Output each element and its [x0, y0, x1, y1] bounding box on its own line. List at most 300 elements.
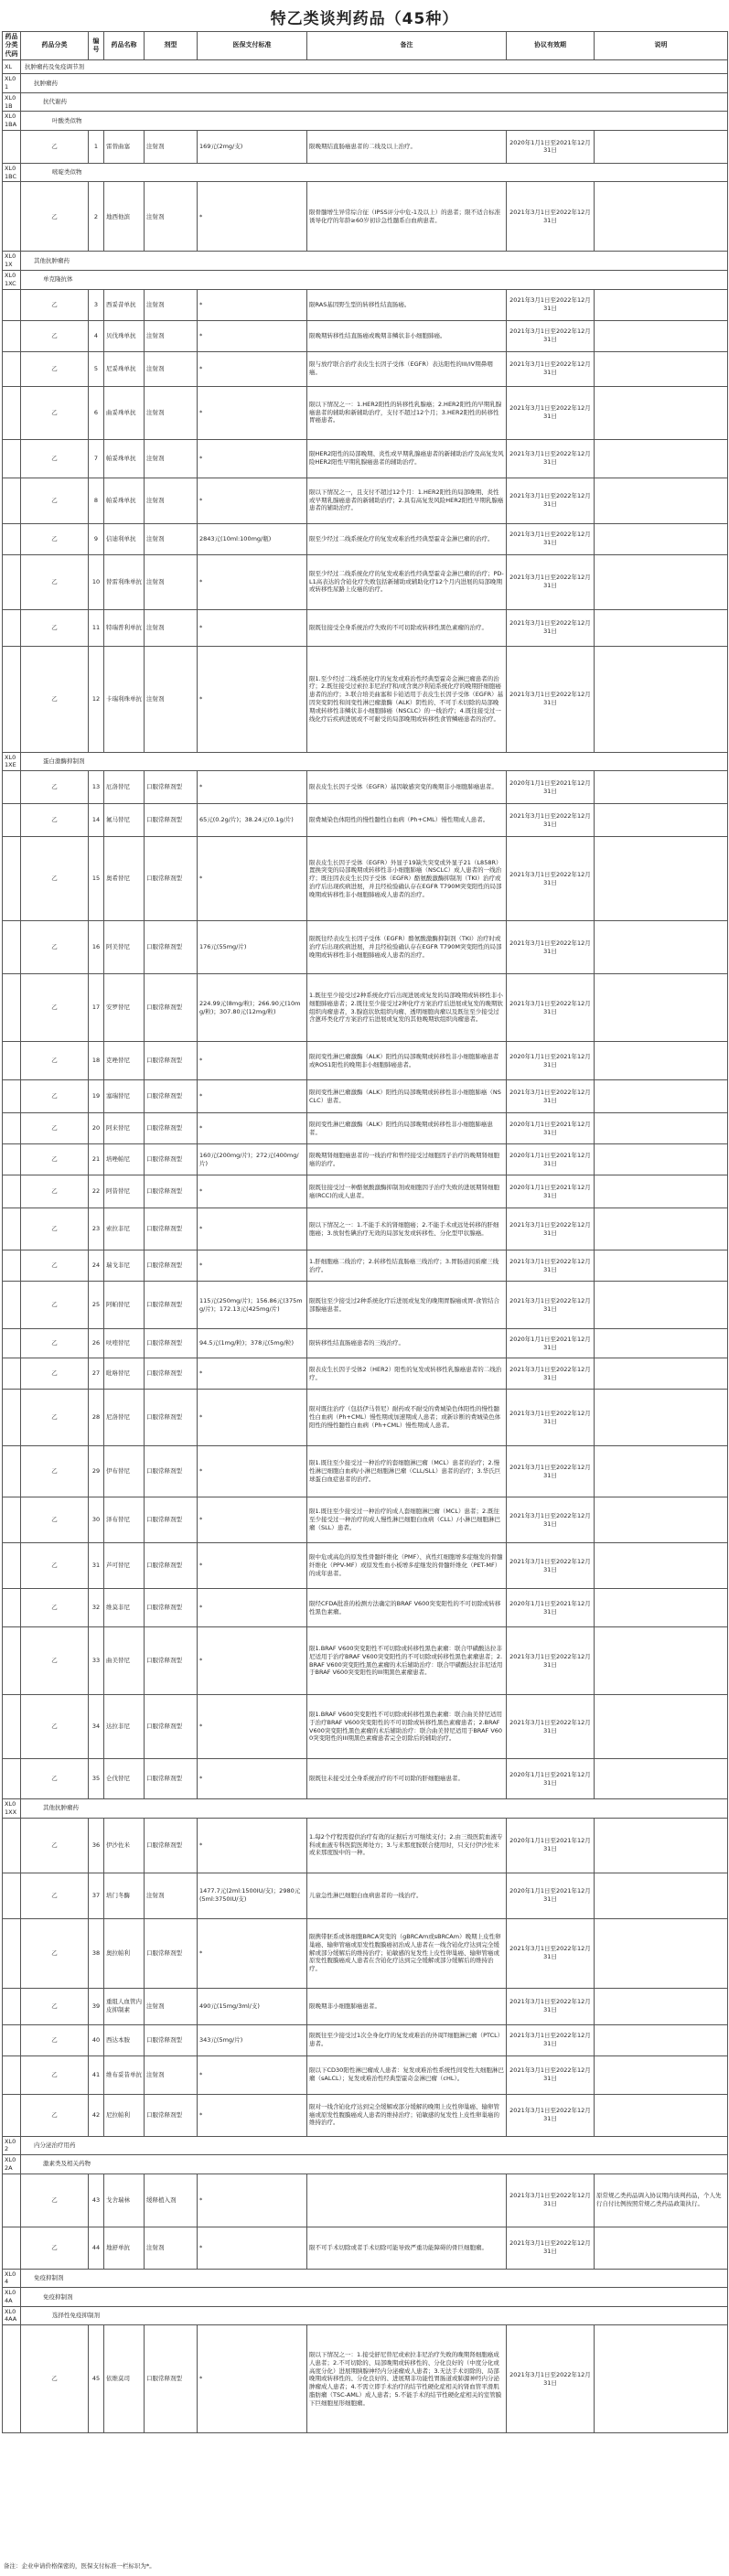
period-cell: 2021年3月1日至2022年12月31日 — [507, 1446, 595, 1497]
drug-name: 信迪利单抗 — [104, 523, 145, 554]
category-row — [3, 1799, 728, 1819]
category-row — [3, 752, 728, 771]
number-cell: 16 — [89, 921, 104, 974]
remark-cell — [307, 2174, 507, 2227]
drug-name: 帕妥珠单抗 — [104, 478, 145, 523]
dosage-form: 口服常释剂型 — [145, 804, 198, 837]
class-cell: 乙 — [21, 1918, 89, 1988]
remark-cell: 限以下情况之一，且支付不超过12个月：1.HER2阳性的局部晚期、炎性或早期乳腺癌患者的新辅助治疗；2.具有高复发风险HER2阳性早期乳腺癌患者的辅助治疗。 — [307, 478, 507, 523]
drug-row — [3, 1543, 728, 1589]
code-cell — [3, 289, 21, 320]
drug-name: 戈舍瑞林 — [104, 2174, 145, 2227]
period-cell: 2021年3月1日至2022年12月31日 — [507, 837, 595, 921]
explanation-cell — [595, 182, 728, 252]
dosage-form: 注射剂 — [145, 478, 198, 523]
drug-name: 尼洛替尼 — [104, 1390, 145, 1446]
price-cell: 160元(200mg/片)；272元(400mg/片) — [198, 1144, 307, 1175]
explanation-cell — [595, 646, 728, 752]
class-cell: 乙 — [21, 130, 89, 163]
period-cell: 2021年3月1日至2022年12月31日 — [507, 646, 595, 752]
code-cell — [3, 386, 21, 439]
dosage-form: 口服常释剂型 — [145, 1759, 198, 1799]
period-cell: 2020年1月1日至2021年12月31日 — [507, 1329, 595, 1358]
explanation-cell — [595, 1543, 728, 1589]
explanation-cell — [595, 1250, 728, 1282]
period-cell: 2021年3月1日至2022年12月31日 — [507, 1988, 595, 2024]
category-code: XL04 — [3, 2269, 21, 2288]
class-cell: 乙 — [21, 2055, 89, 2094]
period-cell: 2021年3月1日至2022年12月31日 — [507, 2227, 595, 2269]
class-cell: 乙 — [21, 771, 89, 804]
drug-row — [3, 1446, 728, 1497]
drug-row — [3, 182, 728, 252]
remark-cell: 限既往接受过一种酪氨酸激酶抑制剂或细胞因子治疗失败的进展期肾细胞癌(RCC)的成人患者。 — [307, 1175, 507, 1208]
dosage-form: 口服常释剂型 — [145, 1208, 198, 1250]
explanation-cell — [595, 2094, 728, 2136]
remark-cell: 限1.BRAF V600突变阳性不可切除或转移性黑色素瘤：联合甲磺酸达拉非尼适用于治疗BRAF V600突变阳性的不可切除或转移性黑色素瘤患者；2.BRAF V600突变阳性黑色素瘤的术后辅助治疗：联合甲磺酸达拉非尼适用于BRAF V600突变阳性的III期黑色素瘤患者。 — [307, 1627, 507, 1695]
drug-table — [2, 31, 728, 2433]
remark-cell: 限RAS基因野生型的转移性结直肠癌。 — [307, 289, 507, 320]
remark-cell: 限间变性淋巴瘤激酶（ALK）阳性的局部晚期或转移性非小细胞肺癌患者。 — [307, 1113, 507, 1144]
drug-row — [3, 1042, 728, 1080]
drug-name: 替雷利珠单抗 — [104, 554, 145, 609]
period-cell: 2021年3月1日至2022年12月31日 — [507, 1695, 595, 1759]
category-code: XL01XX — [3, 1799, 21, 1819]
period-cell: 2021年3月1日至2022年12月31日 — [507, 2094, 595, 2136]
dosage-form: 注射剂 — [145, 554, 198, 609]
code-cell — [3, 554, 21, 609]
explanation-cell — [595, 771, 728, 804]
period-cell: 2021年3月1日至2022年12月31日 — [507, 182, 595, 252]
drug-row — [3, 974, 728, 1042]
number-cell: 6 — [89, 386, 104, 439]
price-cell: * — [198, 2055, 307, 2094]
category-label: 免疫抑制剂 — [21, 2288, 728, 2307]
header-explanation: 说明 — [595, 32, 728, 60]
period-cell: 2020年1月1日至2021年12月31日 — [507, 1175, 595, 1208]
number-cell: 1 — [89, 130, 104, 163]
drug-name: 重组人血管内皮抑制素 — [104, 1988, 145, 2024]
drug-row — [3, 921, 728, 974]
class-cell: 乙 — [21, 1282, 89, 1329]
price-cell: * — [198, 1627, 307, 1695]
dosage-form: 注射剂 — [145, 2227, 198, 2269]
drug-row — [3, 386, 728, 439]
code-cell — [3, 974, 21, 1042]
explanation-cell — [595, 1695, 728, 1759]
period-cell: 2020年1月1日至2021年12月31日 — [507, 130, 595, 163]
price-cell: * — [198, 1446, 307, 1497]
category-label: 免疫抑制剂 — [21, 2269, 728, 2288]
period-cell: 2021年3月1日至2022年12月31日 — [507, 2325, 595, 2433]
dosage-form: 口服常释剂型 — [145, 2094, 198, 2136]
drug-row — [3, 2024, 728, 2055]
drug-name: 厄洛替尼 — [104, 771, 145, 804]
class-cell: 乙 — [21, 974, 89, 1042]
price-cell: 65元(0.2g/片)；38.24元(0.1g/片) — [198, 804, 307, 837]
class-cell: 乙 — [21, 1695, 89, 1759]
dosage-form: 口服常释剂型 — [145, 1497, 198, 1543]
category-code: XL01X — [3, 252, 21, 271]
number-cell: 25 — [89, 1282, 104, 1329]
period-cell: 2020年1月1日至2021年12月31日 — [507, 1759, 595, 1799]
code-cell — [3, 2055, 21, 2094]
price-cell: * — [198, 1589, 307, 1627]
number-cell: 2 — [89, 182, 104, 252]
class-cell: 乙 — [21, 182, 89, 252]
price-cell: * — [198, 1695, 307, 1759]
code-cell — [3, 921, 21, 974]
drug-row — [3, 1113, 728, 1144]
drug-row — [3, 646, 728, 752]
period-cell: 2021年3月1日至2022年12月31日 — [507, 1250, 595, 1282]
period-cell: 2020年1月1日至2021年12月31日 — [507, 1873, 595, 1918]
category-label: 其他抗肿瘤药 — [21, 252, 728, 271]
class-cell: 乙 — [21, 478, 89, 523]
code-cell — [3, 1358, 21, 1390]
category-code: XL04A — [3, 2288, 21, 2307]
number-cell: 4 — [89, 320, 104, 351]
category-label: 内分泌治疗用药 — [21, 2136, 728, 2155]
remark-cell: 限既往至少接受过1次全身化疗的复发或难治的外周T细胞淋巴瘤（PTCL）患者。 — [307, 2024, 507, 2055]
header-remark: 备注 — [307, 32, 507, 60]
price-cell: 176元(55mg/片) — [198, 921, 307, 974]
code-cell — [3, 2094, 21, 2136]
category-label: 抗肿瘤药及免疫调节剂 — [21, 60, 728, 74]
drug-row — [3, 1080, 728, 1113]
remark-cell: 限表皮生长因子受体（EGFR）基因敏感突变的晚期非小细胞肺癌患者。 — [307, 771, 507, 804]
remark-cell: 限晚期转移性结直肠癌或晚期非鳞状非小细胞肺癌。 — [307, 320, 507, 351]
code-cell — [3, 1390, 21, 1446]
remark-cell: 限1.BRAF V600突变阳性不可切除或转移性黑色素瘤：联合曲美替尼适用于治疗BRAF V600突变阳性的不可切除或转移性黑色素瘤患者；2.BRAF V600突变阳性黑色素瘤的术后辅助治疗：联合曲美替尼适用于BRAF V600突变阳性的III期黑色素瘤患者完全切除后的辅助治疗。 — [307, 1695, 507, 1759]
remark-cell: 限晚期非小细胞肺癌患者。 — [307, 1988, 507, 2024]
explanation-cell — [595, 439, 728, 478]
remark-cell: 限骨髓增生异常综合征（IPSS评分中危-1及以上）的患者；限不适合标准诱导化疗的年龄≥60岁初诊急性髓系白血病患者。 — [307, 182, 507, 252]
period-cell: 2021年3月1日至2022年12月31日 — [507, 1390, 595, 1446]
dosage-form: 注射剂 — [145, 320, 198, 351]
class-cell: 乙 — [21, 1759, 89, 1799]
dosage-form: 口服常释剂型 — [145, 1627, 198, 1695]
explanation-cell — [595, 1918, 728, 1988]
price-cell: * — [198, 351, 307, 386]
number-cell: 9 — [89, 523, 104, 554]
class-cell: 乙 — [21, 351, 89, 386]
explanation-cell — [595, 478, 728, 523]
period-cell: 2020年1月1日至2021年12月31日 — [507, 1818, 595, 1873]
explanation-cell — [595, 1589, 728, 1627]
explanation-cell — [595, 804, 728, 837]
drug-row — [3, 1818, 728, 1873]
drug-row — [3, 439, 728, 478]
code-cell — [3, 1497, 21, 1543]
class-cell: 乙 — [21, 1543, 89, 1589]
period-cell: 2020年1月1日至2021年12月31日 — [507, 1113, 595, 1144]
number-cell: 21 — [89, 1144, 104, 1175]
remark-cell: 限1.既往至少接受过一种治疗的套细胞淋巴瘤（MCL）患者的治疗；2.慢性淋巴细胞白血病/小淋巴细胞淋巴瘤（CLL/SLL）患者的治疗；3.华氏巨球蛋白血症患者的治疗。 — [307, 1446, 507, 1497]
code-cell — [3, 1695, 21, 1759]
explanation-cell — [595, 1175, 728, 1208]
period-cell: 2021年3月1日至2022年12月31日 — [507, 974, 595, 1042]
number-cell: 41 — [89, 2055, 104, 2094]
code-cell — [3, 2227, 21, 2269]
dosage-form: 口服常释剂型 — [145, 1918, 198, 1988]
class-cell: 乙 — [21, 2024, 89, 2055]
drug-name: 地西他滨 — [104, 182, 145, 252]
remark-cell: 限既往经表皮生长因子受体（EGFR）酪氨酸激酶抑制剂（TKI）治疗时或治疗后出现疾病进展，并且经检验确认存在EGFR T790M突变阳性的局部晚期或转移性非小细胞肺癌成人患者的治疗。 — [307, 921, 507, 974]
category-label: 选择性免疫抑制剂 — [21, 2306, 728, 2325]
explanation-cell — [595, 1497, 728, 1543]
dosage-form: 口服常释剂型 — [145, 1695, 198, 1759]
drug-name: 依维莫司 — [104, 2325, 145, 2433]
dosage-form: 口服常释剂型 — [145, 1358, 198, 1390]
code-cell — [3, 609, 21, 646]
category-row — [3, 2155, 728, 2174]
price-cell: 224.99元(8mg/粒)；266.90元(10mg/粒)；307.80元(12mg/粒) — [198, 974, 307, 1042]
drug-row — [3, 804, 728, 837]
explanation-cell — [595, 1446, 728, 1497]
table-header — [3, 32, 728, 60]
dosage-form: 注射剂 — [145, 130, 198, 163]
price-cell: * — [198, 439, 307, 478]
class-cell: 乙 — [21, 523, 89, 554]
drug-row — [3, 1208, 728, 1250]
explanation-cell — [595, 2227, 728, 2269]
explanation-cell — [595, 2024, 728, 2055]
period-cell: 2021年3月1日至2022年12月31日 — [507, 1358, 595, 1390]
drug-row — [3, 1358, 728, 1390]
drug-name: 奥拉帕利 — [104, 1918, 145, 1988]
header-number: 编号 — [89, 32, 104, 60]
dosage-form: 口服常释剂型 — [145, 1818, 198, 1873]
code-cell — [3, 439, 21, 478]
number-cell: 24 — [89, 1250, 104, 1282]
code-cell — [3, 1250, 21, 1282]
remark-cell: 限携带胚系或体细胞BRCA突变的（gBRCAm或sBRCAm）晚期上皮性卵巢癌、输卵管癌或原发性腹膜癌初治成人患者在一线含铂化疗达到完全缓解或部分缓解后的维持治疗；铂敏感的复发性上皮性卵巢癌、输卵管癌或原发性腹膜癌成人患者在含铂化疗达到完全缓解或部分缓解后的维持治疗。 — [307, 1918, 507, 1988]
code-cell — [3, 1042, 21, 1080]
category-row — [3, 2136, 728, 2155]
drug-name: 阿昔替尼 — [104, 1175, 145, 1208]
code-cell — [3, 478, 21, 523]
dosage-form: 缓释植入剂 — [145, 2174, 198, 2227]
remark-cell: 1.每2个疗程需提供治疗有效的证据后方可继续支付；2.由三级医院血液专科或血液专科医院医师处方；3.与来那度胺联合使用时，只支付伊沙佐米或来那度胺中的一种。 — [307, 1818, 507, 1873]
dosage-form: 口服常释剂型 — [145, 1080, 198, 1113]
period-cell: 2021年3月1日至2022年12月31日 — [507, 478, 595, 523]
number-cell: 26 — [89, 1329, 104, 1358]
price-cell: * — [198, 646, 307, 752]
remark-cell: 限至少经过二线系统化疗的复发或难治性经典型霍奇金淋巴瘤的治疗。 — [307, 523, 507, 554]
number-cell: 27 — [89, 1358, 104, 1390]
dosage-form: 注射剂 — [145, 386, 198, 439]
code-cell — [3, 2174, 21, 2227]
price-cell: * — [198, 837, 307, 921]
drug-row — [3, 771, 728, 804]
price-cell: * — [198, 1759, 307, 1799]
dosage-form: 口服常释剂型 — [145, 1329, 198, 1358]
price-cell: 115元(250mg/片)；156.86元(375mg/片)；172.13元(425mg/片) — [198, 1282, 307, 1329]
remark-cell: 限既往至少接受过2种系统化疗后进展或复发的晚期胃腺癌或胃-食管结合部腺癌患者。 — [307, 1282, 507, 1329]
price-cell: * — [198, 1818, 307, 1873]
code-cell — [3, 804, 21, 837]
remark-cell: 限中危或高危的原发性骨髓纤维化（PMF）、真性红细胞增多症继发的骨髓纤维化（PPV-MF）或原发性血小板增多症继发的骨髓纤维化（PET-MF）的成年患者。 — [307, 1543, 507, 1589]
category-code: XL01XC — [3, 270, 21, 289]
remark-cell: 限以下CD30阳性淋巴瘤成人患者：复发或难治性系统性间变性大细胞淋巴瘤（sALCL）；复发或难治性经典型霍奇金淋巴瘤（cHL）。 — [307, 2055, 507, 2094]
period-cell: 2021年3月1日至2022年12月31日 — [507, 1208, 595, 1250]
class-cell: 乙 — [21, 1208, 89, 1250]
price-cell: 2843元(10ml:100mg/瓶) — [198, 523, 307, 554]
number-cell: 19 — [89, 1080, 104, 1113]
class-cell: 乙 — [21, 1589, 89, 1627]
remark-cell: 限表皮生长因子受体2（HER2）阳性的复发或转移性乳腺癌患者的二线治疗。 — [307, 1358, 507, 1390]
class-cell: 乙 — [21, 837, 89, 921]
explanation-cell — [595, 289, 728, 320]
period-cell: 2020年1月1日至2021年12月31日 — [507, 771, 595, 804]
page-title: 特乙类谈判药品（45种） — [270, 10, 459, 28]
drug-row — [3, 351, 728, 386]
category-row — [3, 112, 728, 131]
number-cell: 7 — [89, 439, 104, 478]
drug-row — [3, 1282, 728, 1329]
class-cell: 乙 — [21, 386, 89, 439]
number-cell: 17 — [89, 974, 104, 1042]
drug-name: 特瑞普利单抗 — [104, 609, 145, 646]
drug-name: 索拉非尼 — [104, 1208, 145, 1250]
dosage-form: 注射剂 — [145, 2055, 198, 2094]
explanation-cell: 原常规乙类药品调入协议期内谈判药品，个人先行自付比例按照常规乙类药品政策执行。 — [595, 2174, 728, 2227]
drug-name: 仑伐替尼 — [104, 1759, 145, 1799]
dosage-form: 注射剂 — [145, 182, 198, 252]
drug-name: 塞瑞替尼 — [104, 1080, 145, 1113]
price-cell: * — [198, 1918, 307, 1988]
period-cell: 2021年3月1日至2022年12月31日 — [507, 320, 595, 351]
category-code: XL01BC — [3, 163, 21, 182]
period-cell: 2021年3月1日至2022年12月31日 — [507, 2174, 595, 2227]
category-row — [3, 74, 728, 93]
price-cell: * — [198, 1543, 307, 1589]
explanation-cell — [595, 974, 728, 1042]
explanation-cell — [595, 130, 728, 163]
number-cell: 8 — [89, 478, 104, 523]
period-cell: 2021年3月1日至2022年12月31日 — [507, 386, 595, 439]
dosage-form: 口服常释剂型 — [145, 1113, 198, 1144]
explanation-cell — [595, 837, 728, 921]
class-cell: 乙 — [21, 2174, 89, 2227]
price-cell: * — [198, 2325, 307, 2433]
category-row — [3, 252, 728, 271]
drug-name: 雷替曲塞 — [104, 130, 145, 163]
dosage-form: 注射剂 — [145, 439, 198, 478]
remark-cell: 限以下情况之一：1.不能手术的肾细胞癌；2.不能手术或远处转移的肝细胞癌；3.放射性碘治疗无效的局部复发或转移性、分化型甲状腺癌。 — [307, 1208, 507, 1250]
class-cell: 乙 — [21, 1497, 89, 1543]
number-cell: 40 — [89, 2024, 104, 2055]
number-cell: 38 — [89, 1918, 104, 1988]
category-label: 激素类及相关药物 — [21, 2155, 728, 2174]
class-cell: 乙 — [21, 1818, 89, 1873]
dosage-form: 口服常释剂型 — [145, 974, 198, 1042]
remark-cell: 限晚期结直肠癌患者的二线及以上治疗。 — [307, 130, 507, 163]
drug-row — [3, 554, 728, 609]
number-cell: 31 — [89, 1543, 104, 1589]
period-cell: 2021年3月1日至2022年12月31日 — [507, 2055, 595, 2094]
drug-row — [3, 320, 728, 351]
period-cell: 2021年3月1日至2022年12月31日 — [507, 1282, 595, 1329]
class-cell: 乙 — [21, 1113, 89, 1144]
class-cell: 乙 — [21, 1144, 89, 1175]
drug-name: 卡瑞利珠单抗 — [104, 646, 145, 752]
price-cell: * — [198, 2227, 307, 2269]
drug-row — [3, 1988, 728, 2024]
code-cell — [3, 2325, 21, 2433]
remark-cell: 限以下情况之一：1.接受舒尼替尼或索拉非尼治疗失败的晚期肾细胞癌成人患者；2.不可切除的、局部晚期或转移性的、分化良好的（中度分化或高度分化）进展期胰腺神经内分泌瘤成人患者；3.无法手术切除的、局部晚期或转移性的、分化良好的、进展期非功能性胃肠道或肺源神经内分泌肿瘤成人患者；4.不需立即手术治疗的结节性硬化症相关的肾血管平滑肌脂肪瘤（TSC-AML）成人患者；5.不能手术的结节性硬化症相关的室管膜下巨细胞星形细胞瘤。 — [307, 2325, 507, 2433]
category-row — [3, 2306, 728, 2325]
dosage-form: 口服常释剂型 — [145, 1589, 198, 1627]
drug-name: 维布妥昔单抗 — [104, 2055, 145, 2094]
period-cell: 2020年1月1日至2021年12月31日 — [507, 1144, 595, 1175]
explanation-cell — [595, 1358, 728, 1390]
period-cell: 2020年1月1日至2021年12月31日 — [507, 1042, 595, 1080]
category-label: 其他抗肿瘤药 — [21, 1799, 728, 1819]
dosage-form: 注射剂 — [145, 351, 198, 386]
drug-row — [3, 1390, 728, 1446]
number-cell: 44 — [89, 2227, 104, 2269]
price-cell: * — [198, 554, 307, 609]
price-cell: * — [198, 1358, 307, 1390]
class-cell: 乙 — [21, 2325, 89, 2433]
dosage-form: 口服常释剂型 — [145, 1543, 198, 1589]
code-cell — [3, 1175, 21, 1208]
category-label: 单克隆抗体 — [21, 270, 728, 289]
explanation-cell — [595, 523, 728, 554]
category-code: XL02 — [3, 2136, 21, 2155]
class-cell: 乙 — [21, 2094, 89, 2136]
price-cell: * — [198, 1175, 307, 1208]
price-cell: 1477.7元(2ml:1500IU/支)；2980元(5ml:3750IU/支) — [198, 1873, 307, 1918]
table-body — [3, 60, 728, 2433]
number-cell: 45 — [89, 2325, 104, 2433]
class-cell: 乙 — [21, 1873, 89, 1918]
explanation-cell — [595, 554, 728, 609]
explanation-cell — [595, 1080, 728, 1113]
drug-row — [3, 478, 728, 523]
number-cell: 22 — [89, 1175, 104, 1208]
remark-cell: 限晚期肾细胞癌患者的一线治疗和曾经接受过细胞因子治疗的晚期肾细胞癌的治疗。 — [307, 1144, 507, 1175]
drug-row — [3, 2055, 728, 2094]
code-cell — [3, 523, 21, 554]
remark-cell: 限间变性淋巴瘤激酶（ALK）阳性的局部晚期或转移性非小细胞肺癌（NSCLC）患者。 — [307, 1080, 507, 1113]
drug-row — [3, 2227, 728, 2269]
remark-cell: 限对既往治疗（包括伊马替尼）耐药或不耐受的费城染色体阳性的慢性髓性白血病（Ph+CML）慢性期或加速期成人患者；或新诊断的费城染色体阳性的慢性髓性白血病（Ph+CML）慢性期成人患者。 — [307, 1390, 507, 1446]
drug-name: 帕妥珠单抗 — [104, 439, 145, 478]
remark-cell: 限1.既往至少接受过一种治疗的成人套细胞淋巴瘤（MCL）患者；2.既往至少接受过一种治疗的成人慢性淋巴细胞白血病（CLL）/小淋巴细胞淋巴瘤（SLL）患者。 — [307, 1497, 507, 1543]
code-cell — [3, 646, 21, 752]
category-code: XL01BA — [3, 112, 21, 131]
drug-name: 阿来替尼 — [104, 1113, 145, 1144]
price-cell: * — [198, 478, 307, 523]
drug-row — [3, 1175, 728, 1208]
class-cell: 乙 — [21, 554, 89, 609]
category-code: XL01B — [3, 92, 21, 112]
dosage-form: 口服常释剂型 — [145, 1042, 198, 1080]
drug-row — [3, 837, 728, 921]
number-cell: 43 — [89, 2174, 104, 2227]
code-cell — [3, 1627, 21, 1695]
remark-cell: 限费城染色体阳性的慢性髓性白血病（Ph+CML）慢性期成人患者。 — [307, 804, 507, 837]
number-cell: 5 — [89, 351, 104, 386]
number-cell: 35 — [89, 1759, 104, 1799]
drug-name: 曲美替尼 — [104, 1627, 145, 1695]
header-dosage-form: 剂型 — [145, 32, 198, 60]
number-cell: 3 — [89, 289, 104, 320]
explanation-cell — [595, 609, 728, 646]
